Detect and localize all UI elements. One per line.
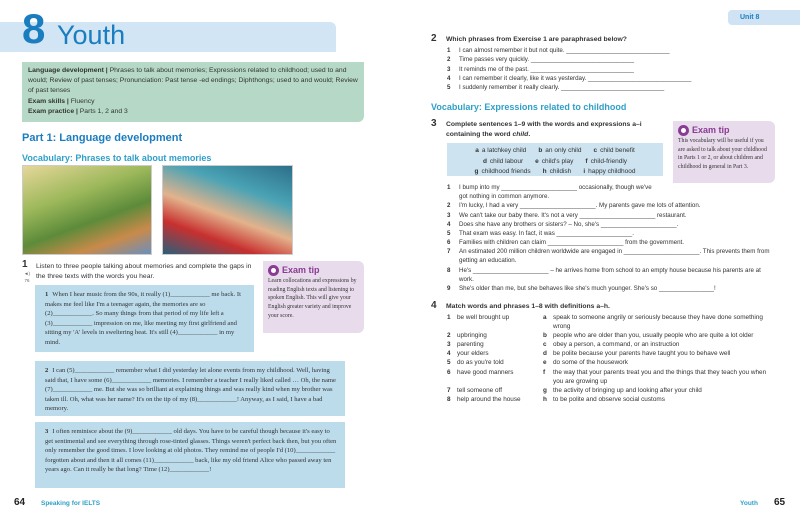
exam-tip-title: Exam tip: [692, 125, 730, 135]
exam-tip-box-left: [263, 261, 364, 333]
match-number: 2: [447, 332, 451, 340]
unit-overview-box: [22, 62, 364, 122]
match-phrase: help around the house: [457, 395, 521, 403]
match-definition: to be polite and observe social customs: [553, 395, 665, 403]
exercise-3-instruction: Complete sentences 1–9 with the words and expressions a–i containing the word child.: [446, 121, 642, 138]
match-letter: b: [543, 332, 547, 340]
match-letter: c: [543, 341, 547, 349]
exercise-2-number: 2: [431, 33, 437, 44]
text-body: When I hear music from the 90s, it really (1)____________ me back. It makes me feel like I'm a teenager again, the memories are so (2)____________. So many things from that period of my life left a (3)____________ impression on me, like meeting my first girlfriend and sitting my 'A' levels in sweltering heat. It's still (4)____________ in my mind.: [45, 291, 241, 346]
match-number: 6: [447, 368, 451, 376]
exam-tip-box-right: [673, 121, 775, 183]
book-title: Speaking for IELTS: [41, 500, 101, 507]
exam-tip-icon: [678, 125, 689, 136]
exam-skills-label: Exam skills |: [28, 97, 69, 105]
match-letter: h: [543, 395, 547, 403]
match-definition: do some of the housework: [553, 359, 628, 367]
page-number-right: 65: [774, 497, 786, 508]
match-phrase: tell someone off: [457, 386, 502, 394]
memory-text-3: [35, 422, 345, 488]
exam-tip-title: Exam tip: [282, 265, 320, 275]
match-phrase: be well brought up: [457, 314, 510, 321]
list-item: 9 She's older than me, but she behaves like she's much younger. She's so ________________!: [447, 284, 716, 292]
vocab-heading-right: Vocabulary: Expressions related to childhood: [431, 102, 627, 112]
section-title: Youth: [740, 500, 758, 507]
page-number-left: 64: [14, 497, 26, 508]
list-item: 4 Does she have any brothers or sisters? – No, she's ______________________.: [447, 220, 679, 228]
match-definition: speak to someone angrily or seriously because they have done something wrong: [553, 314, 763, 331]
exam-tip-text: This vocabulary will be useful if you are asked to talk about your childhood in Parts 1 or 2, or about children and childhood in general in Part 3.: [678, 138, 767, 171]
text-body: I often reminisce about the (9)____________ old days. You have to be careful though because it's easy to get sentimental and see everything through rose-tinted glasses. Things weren't perfect back then, but you often only remember the good times. I love looking at old photos. They remind me of people I'd (10)____________ forgotten about and then it all comes (11)____________ back, like my old friend Alice who passed away ten years ago. Can it really be that long? Time (12)____________!: [45, 428, 337, 474]
exercise-4-number: 4: [431, 300, 437, 311]
match-definition: people who are older than you, usually people who are quite a lot older: [553, 332, 754, 340]
list-item: 5 I suddenly remember it really clearly. ______________________________: [447, 84, 665, 92]
match-letter: d: [543, 350, 547, 358]
lang-dev-label: Language development |: [28, 67, 108, 74]
list-item: 8 He's ______________________ – he arrives home from school to an empty house because his parents are at work.: [447, 266, 761, 283]
list-item: 2 Time passes very quickly. ______________________________: [447, 56, 635, 64]
list-item: 2 I'm lucky, I had a very ______________________. My parents gave me lots of attention.: [447, 202, 701, 210]
list-item: 3 We can't take our baby there. It's not a very ______________________ restaurant.: [447, 211, 687, 219]
match-number: 5: [447, 359, 451, 367]
exam-tip-icon: [268, 265, 279, 276]
match-phrase: parenting: [457, 341, 484, 349]
chapter-number: 8: [22, 5, 46, 52]
chapter-title: Youth: [57, 20, 126, 50]
match-letter: a: [543, 314, 547, 321]
word-box: a a latchkey child b an only child c child benefit d child labour e child's play f child-friendly g childhood friends h childish i happy childhood: [447, 143, 663, 176]
match-phrase: upbringing: [457, 332, 487, 340]
exam-practice-text: Parts 1, 2 and 3: [77, 107, 128, 115]
text-number: 2: [45, 367, 49, 374]
unit-tab: Unit 8: [728, 10, 800, 25]
match-definition: obey a person, a command, or an instruction: [553, 341, 680, 349]
exercise-3-sentences: [447, 183, 777, 293]
memory-text-2: [35, 361, 345, 416]
match-number: 8: [447, 395, 451, 403]
exam-tip-text: Learn collocations and expressions by reading English texts and listening to spoken English. This will give your English greater variety and improve your score.: [268, 278, 357, 319]
lang-dev-text: Phrases to talk about memories; Expressions related to childhood; used to and would; Review of past tenses; Pronunciation: Past tense -ed endings; Diphthongs; used to and would; Review of past tenses: [28, 67, 358, 95]
list-item: 6 Families with children can claim ______________________ from the government.: [447, 239, 684, 247]
match-letter: e: [543, 359, 547, 367]
match-phrase: do as you're told: [457, 359, 504, 367]
text-number: 1: [45, 291, 49, 298]
match-letter: f: [543, 368, 546, 376]
chapter-banner: [0, 22, 336, 52]
exercise-1-number: 1: [22, 259, 28, 270]
list-item: 7 An estimated 200 million children worldwide are engaged in ______________________. This prevents them from getting an education.: [447, 248, 770, 265]
exercise-3-number: 3: [431, 118, 437, 129]
match-number: 3: [447, 341, 451, 349]
match-definition: the way that your parents treat you and the things that they teach you when you are growing up: [553, 368, 767, 385]
match-number: 4: [447, 350, 451, 358]
match-phrase: your elders: [457, 350, 489, 358]
photo-children-playing: [22, 165, 152, 255]
list-item: 5 That exam was easy. In fact, it was ______________________.: [447, 229, 634, 237]
exercise-2-list: [447, 46, 691, 92]
exam-practice-label: Exam practice |: [28, 107, 78, 115]
exercise-2-instruction: Which phrases from Exercise 1 are paraphrased below?: [446, 36, 627, 43]
memory-text-1: [35, 285, 254, 352]
text-number: 3: [45, 428, 49, 435]
list-item: 3 It reminds me of the past. ______________________________: [447, 65, 634, 73]
exercise-1-instruction: Listen to three people talking about memories and complete the gaps in the three texts with the words you hear.: [36, 263, 252, 280]
match-number: 1: [447, 314, 451, 321]
list-item: 1 I can almost remember it but not quite. ______________________________: [447, 47, 670, 54]
list-item: 4 I can remember it clearly, like it was yesterday. ______________________________: [447, 74, 692, 82]
match-definition: the activity of bringing up and looking after your child: [553, 386, 702, 394]
text-body: I can (5)____________ remember what I did yesterday let alone events from my childhood. Well, having said that, I have some (6)____________ memories. I remember a teacher I really liked called … Oh, the name (7)____________ me. But she was so brilliant at explaining things and was really kind when my brother was taken ill. Oh, what was her name? It's on the tip of my (8)____________! Anyway, as I said, I have a bad memory.: [45, 367, 336, 413]
list-item: 1 I bump into my ______________________ occasionally, though we've got nothing in common anymore.: [447, 184, 652, 201]
match-number: 7: [447, 386, 451, 394]
photo-girl-laughing: [162, 165, 293, 255]
audio-track: 76: [24, 277, 30, 283]
exercise-4-instruction: Match words and phrases 1–8 with definitions a–h.: [446, 303, 610, 310]
part-heading: Part 1: Language development: [22, 132, 183, 144]
exercise-4-match-table: [447, 313, 777, 404]
vocab-heading: Vocabulary: Phrases to talk about memories: [22, 153, 212, 163]
match-phrase: have good manners: [457, 368, 514, 376]
match-definition: be polite because your parents have taught you to behave well: [553, 350, 731, 358]
match-letter: g: [543, 386, 547, 394]
audio-icon[interactable]: ◄) 76: [24, 271, 30, 283]
exam-skills-text: Fluency: [68, 97, 95, 105]
